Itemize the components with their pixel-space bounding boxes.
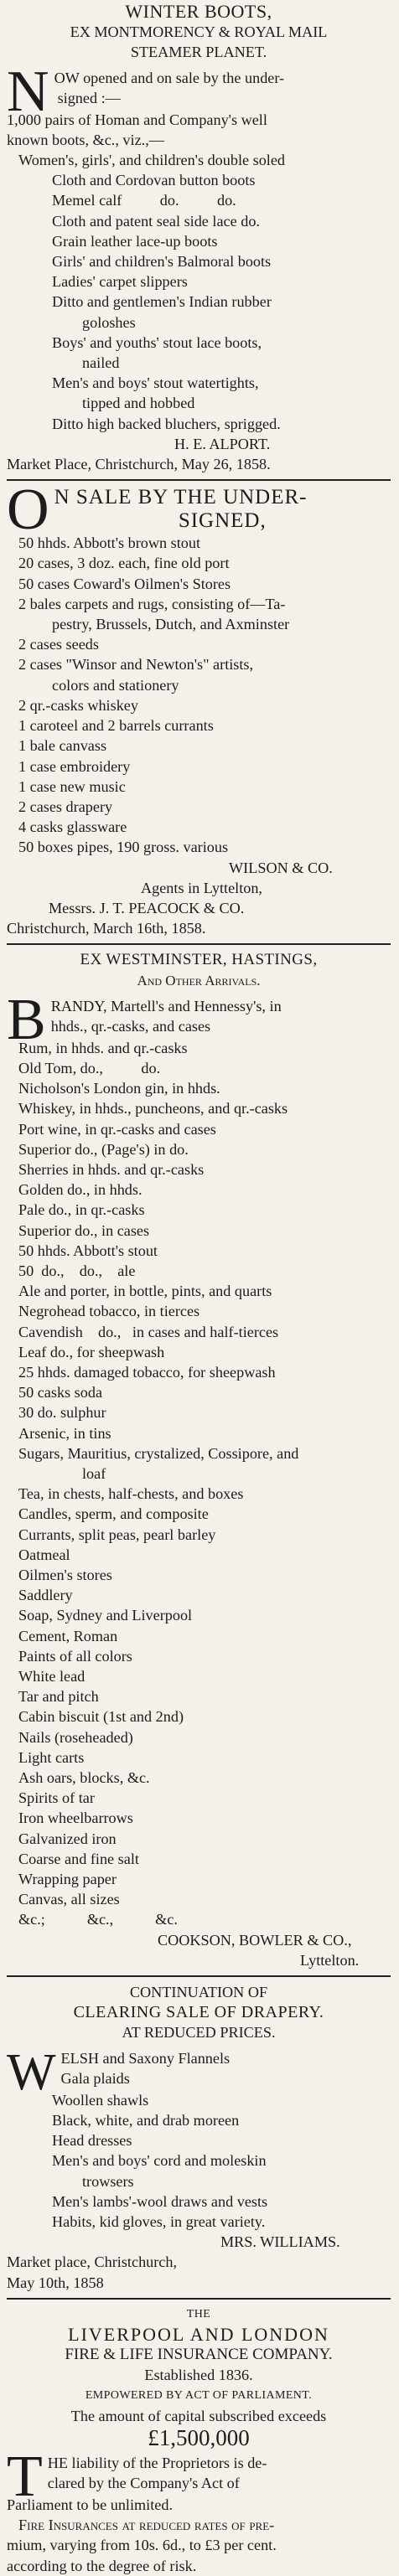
list-item: 30 do. sulphur <box>18 1404 106 1422</box>
divider <box>7 1975 391 1977</box>
advert-capital: The amount of capital subscribed exceeds <box>70 2407 327 2424</box>
list-item: Saddlery <box>18 1587 73 1604</box>
item-list <box>7 2090 391 2232</box>
liability-line: clared by the Company's Act of <box>47 2475 240 2492</box>
advert-title: N SALE BY THE UNDER- <box>54 486 308 509</box>
list-item: Girls' and children's Balmoral boots <box>52 253 272 271</box>
list-item: Women's, girls', and children's double soled <box>18 152 286 169</box>
list-item: Men's and boys' stout watertights, <box>52 374 259 392</box>
list-item: Coarse and fine salt <box>18 1850 139 1867</box>
list-item: Nicholson's London gin, in hhds. <box>18 1080 220 1097</box>
drop-capital: N <box>7 59 49 124</box>
fire-line: Fire Insurances at reduced rates of pre- <box>18 2517 275 2534</box>
advert-drapery <box>7 1982 391 2293</box>
list-item: Soap, Sydney and Liverpool <box>18 1607 193 1624</box>
list-item: Head dresses <box>52 2132 132 2150</box>
list-item: 2 bales carpets and rugs, consisting of—Ta- <box>18 595 286 612</box>
list-item: Cloth and Cordovan button boots <box>52 172 256 189</box>
liability-line: Parliament to be unlimited. <box>7 2496 174 2513</box>
list-item: Black, white, and drab moreen <box>52 2111 240 2129</box>
list-item: Currants, split peas, pearl barley <box>18 1525 216 1543</box>
list-item: Candles, sperm, and composite <box>18 1505 209 1523</box>
advert-liability <box>7 2444 391 2515</box>
liability-line: HE liability of the Proprietors is de- <box>47 2454 267 2471</box>
list-item: Tea, in chests, half-chests, and boxes <box>18 1485 244 1503</box>
advert-signer: WILSON & CO. <box>229 859 333 876</box>
list-item: 1 case embroidery <box>18 757 131 775</box>
list-item: Ash oars, blocks, &c. <box>18 1769 150 1787</box>
list-item: Ale and porter, in bottle, pints, and quarts <box>18 1283 272 1300</box>
advert-signer: MRS. WILLIAMS. <box>220 2233 340 2251</box>
list-item: 1 bale canvass <box>18 737 107 755</box>
list-item: Superior do., in cases <box>18 1221 150 1239</box>
list-item: Golden do., in hhds. <box>18 1181 142 1199</box>
list-item: Light carts <box>18 1748 85 1766</box>
list-item: 50 hhds. Abbott's stout <box>18 1242 158 1259</box>
drop-capital: O <box>7 478 49 543</box>
advert-title: SIGNED, <box>178 509 267 533</box>
drop-capital: W <box>7 2043 56 2101</box>
list-item: Rum, in hhds. and qr.-casks <box>18 1039 188 1056</box>
list-item: trowsers <box>82 2172 134 2190</box>
list-item: Whiskey, in hhds., puncheons, and qr.-casks <box>18 1100 288 1118</box>
list-item: 1 caroteel and 2 barrels currants <box>18 717 214 735</box>
advert-place: Lyttelton. <box>300 1951 360 1969</box>
advert-dateline: Market place, Christchurch, <box>7 2253 178 2271</box>
list-item: Paints of all colors <box>18 1647 132 1665</box>
list-item: Leaf do., for sheepwash <box>18 1343 165 1360</box>
list-item: tipped and hobbed <box>82 395 195 412</box>
list-item: known boots, &c., viz.,— <box>7 131 164 148</box>
list-item: 50 do., do., ale <box>18 1262 136 1279</box>
item-list <box>7 110 391 434</box>
advert-title: CLEARING SALE OF DRAPERY. <box>73 2003 324 2022</box>
list-item: Spirits of tar <box>18 1789 95 1807</box>
list-item: Tar and pitch <box>18 1688 99 1706</box>
list-item: Nails (roseheaded) <box>18 1728 133 1746</box>
list-item: Canvas, all sizes <box>18 1891 120 1908</box>
advert-dateline: May 10th, 1858 <box>7 2274 104 2291</box>
advert-agents-name: Messrs. J. T. PEACOCK & CO. <box>49 899 245 916</box>
list-item: 1,000 pairs of Homan and Company's well <box>7 111 267 128</box>
list-item: &c.; &c., &c. <box>18 1911 178 1928</box>
intro-line: ELSH and Saxony Flannels <box>60 2049 231 2067</box>
list-item: Pale do., in qr.-casks <box>18 1201 145 1219</box>
divider <box>7 943 391 945</box>
advert-signer: COOKSON, BOWLER & CO., <box>158 1931 352 1949</box>
intro-line: RANDY, Martell's and Hennessy's, in <box>50 997 282 1014</box>
list-item: Superior do., (Page's) in do. <box>18 1140 189 1158</box>
list-item: Ditto and gentlemen's Indian rubber <box>52 293 272 311</box>
list-item: White lead <box>18 1668 86 1685</box>
advert-empowered: EMPOWERED BY ACT OF PARLIAMENT. <box>85 2388 313 2402</box>
advert-title: EX WESTMINSTER, HASTINGS, <box>80 951 318 969</box>
advert-winter-boots <box>7 2 391 474</box>
item-list <box>7 533 391 857</box>
list-item: Cloth and patent seal side lace do. <box>52 212 260 230</box>
list-item: Habits, kid gloves, in great variety. <box>52 2212 266 2230</box>
fire-line: according to the degree of risk. <box>7 2557 197 2574</box>
list-item: 50 boxes pipes, 190 gross. various <box>18 839 229 856</box>
advert-title: CONTINUATION OF <box>129 1984 268 2001</box>
list-item: pestry, Brussels, Dutch, and Axminster <box>52 616 290 633</box>
list-item: Sugars, Mauritius, crystalized, Cossipore, and <box>18 1444 299 1462</box>
list-item: 50 hhds. Abbott's brown stout <box>18 534 200 552</box>
advert-title: LIVERPOOL AND LONDON <box>68 2323 329 2345</box>
list-item: Woollen shawls <box>52 2091 149 2109</box>
list-item: Boys' and youths' stout lace boots, <box>52 333 262 351</box>
list-item: 2 qr.-casks whiskey <box>18 696 138 714</box>
advert-established: Established 1836. <box>144 2367 253 2384</box>
list-item: Old Tom, do., do. <box>18 1059 161 1076</box>
fire-line: mium, varying from 10s. 6d., to £3 per cent. <box>7 2537 277 2554</box>
list-item: Oilmen's stores <box>18 1567 112 1584</box>
advert-amount: £1,500,000 <box>148 2424 250 2450</box>
list-item: 50 cases Coward's Oilmen's Stores <box>18 575 231 592</box>
intro-line: OW opened and on sale by the under- <box>54 69 285 86</box>
list-item: Wrapping paper <box>18 1871 117 1888</box>
list-item: Port wine, in qr.-casks and cases <box>18 1120 216 1138</box>
item-list <box>7 1038 391 1930</box>
list-item: Iron wheelbarrows <box>18 1809 133 1827</box>
list-item: Galvanized iron <box>18 1830 117 1847</box>
advert-subtitle: AT REDUCED PRICES. <box>122 2024 276 2042</box>
divider <box>7 2298 391 2300</box>
advert-subtitle: EX MONTMORENCY & ROYAL MAIL <box>70 23 328 41</box>
advert-agents: Agents in Lyttelton, <box>141 879 262 896</box>
list-item: Arsenic, in tins <box>18 1424 111 1442</box>
list-item: 50 casks soda <box>18 1384 103 1402</box>
advert-dateline: Market Place, Christchurch, May 26, 1858. <box>7 456 271 473</box>
list-item: colors and stationery <box>52 676 179 694</box>
intro-line: hhds., qr.-casks, and cases <box>50 1017 211 1035</box>
list-item: Ditto high backed bluchers, sprigged. <box>52 415 281 432</box>
list-item: Oatmeal <box>18 1546 70 1563</box>
list-item: Men's lambs'-wool draws and vests <box>52 2192 268 2210</box>
advert-the: THE <box>186 2307 211 2320</box>
list-item: Negrohead tobacco, in tierces <box>18 1303 200 1320</box>
list-item: 25 hhds. damaged tobacco, for sheepwash <box>18 1363 276 1381</box>
advert-subtitle: STEAMER PLANET. <box>130 44 267 61</box>
advert-insurance <box>7 2305 391 2576</box>
list-item: loaf <box>82 1465 106 1482</box>
list-item: 1 case new music <box>18 777 126 795</box>
list-item: 4 casks glassware <box>18 818 127 836</box>
advert-westminster <box>7 950 391 1970</box>
list-item: 2 cases drapery <box>18 798 113 815</box>
list-item: Cement, Roman <box>18 1627 118 1644</box>
list-item: 2 cases "Winsor and Newton's" artists, <box>18 656 254 674</box>
advert-on-sale <box>7 478 391 938</box>
advert-dateline: Christchurch, March 16th, 1858. <box>7 920 206 937</box>
list-item: Cavendish do., in cases and half-tierces <box>18 1323 279 1340</box>
list-item: Memel calf do. do. <box>52 192 236 209</box>
advert-title: FIRE & LIFE INSURANCE COMPANY. <box>65 2346 333 2364</box>
list-item: nailed <box>82 354 120 372</box>
advert-title: WINTER BOOTS, <box>125 1 272 22</box>
list-item: Sherries in hhds. and qr.-casks <box>18 1160 205 1178</box>
list-item: Ladies' carpet slippers <box>52 273 188 291</box>
intro-line: signed :— <box>57 89 121 106</box>
list-item: 20 cases, 3 doz. each, fine old port <box>18 555 230 572</box>
drop-capital: T <box>7 2444 43 2509</box>
advert-signer: H. E. ALPORT. <box>174 435 271 452</box>
drop-capital: B <box>7 987 46 1052</box>
list-item: Men's and boys' cord and moleskin <box>52 2152 267 2170</box>
advert-subtitle: And Other Arrivals. <box>137 972 261 989</box>
list-item: Grain leather lace-up boots <box>52 232 218 250</box>
list-item: goloshes <box>82 313 136 331</box>
divider <box>7 479 391 481</box>
list-item: Cabin biscuit (1st and 2nd) <box>18 1708 184 1726</box>
intro-line: Gala plaids <box>60 2069 130 2087</box>
list-item: 2 cases seeds <box>18 636 99 653</box>
